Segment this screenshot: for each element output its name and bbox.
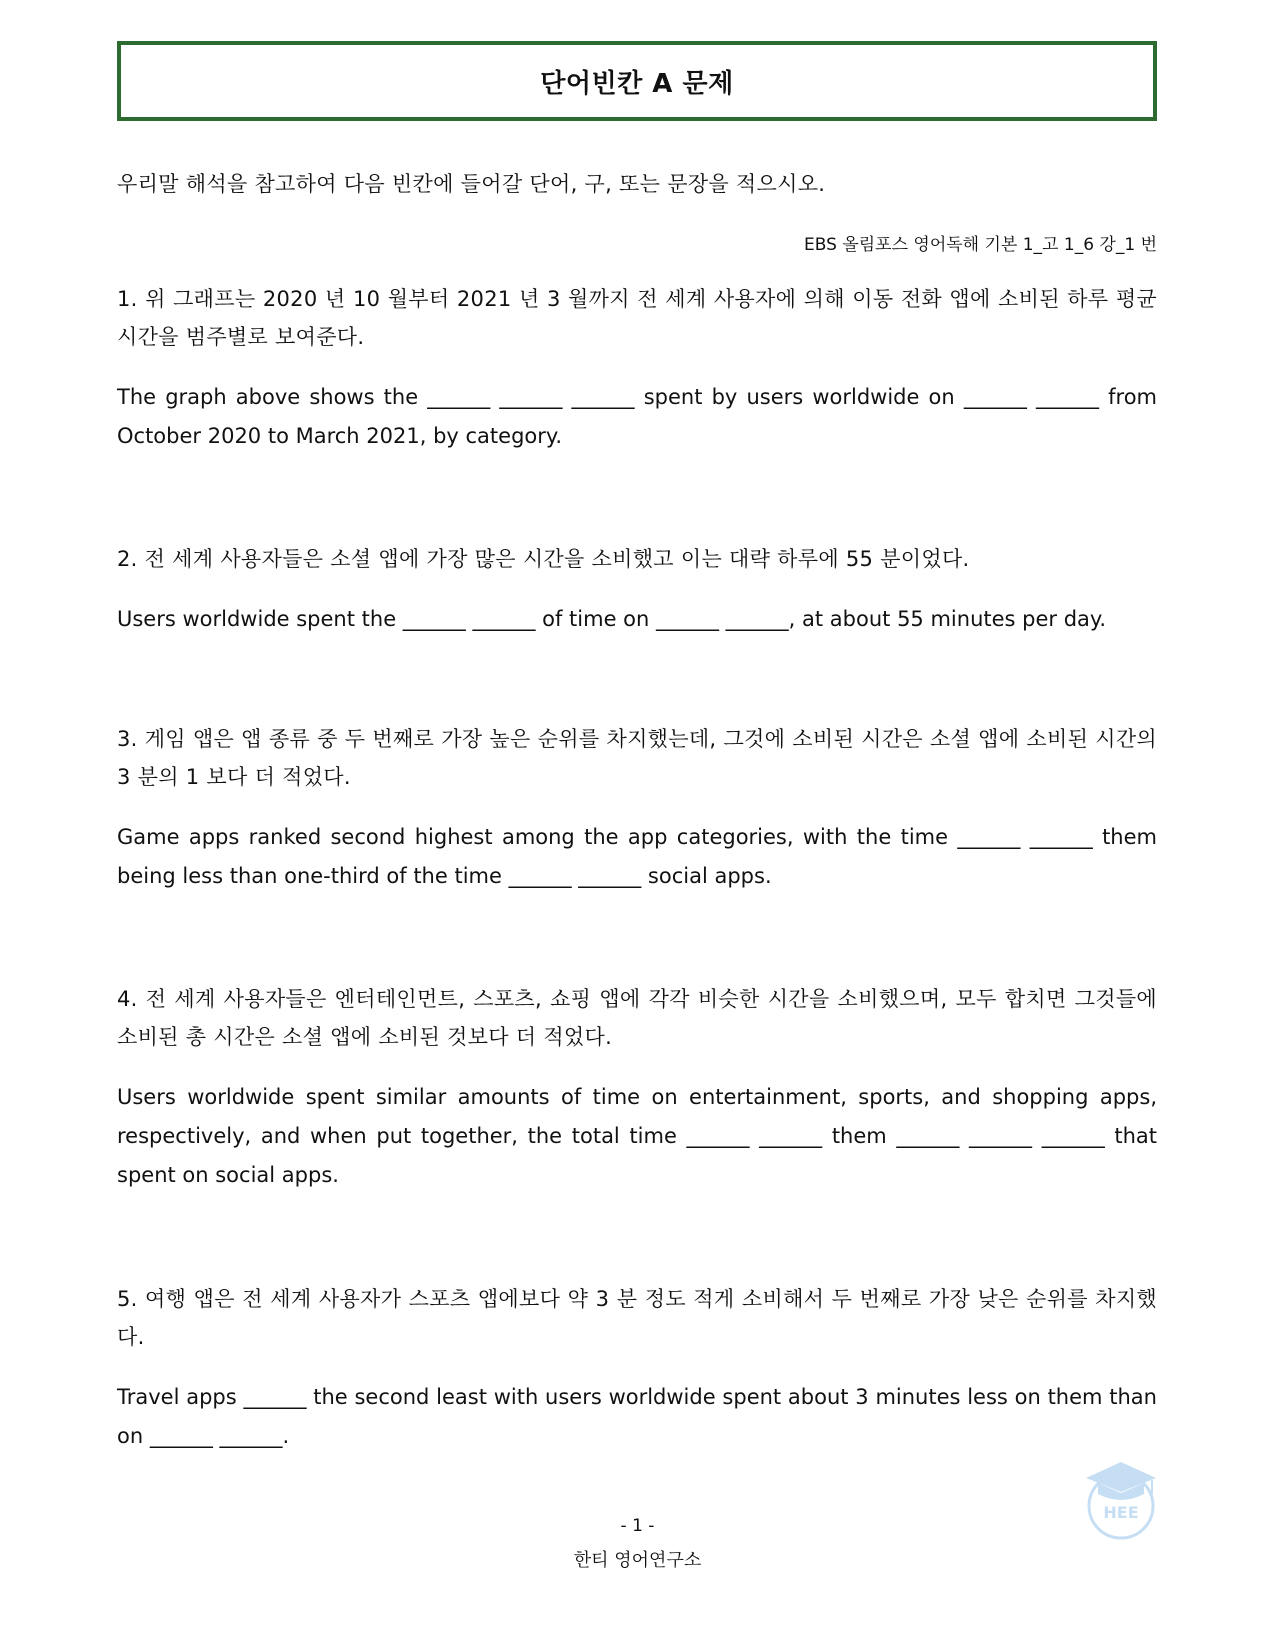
source-reference: EBS 올림포스 영어독해 기본 1_고 1_6 강_1 번 (804, 235, 1157, 255)
question-korean: 2. 전 세계 사용자들은 소셜 앱에 가장 많은 시간을 소비했고 이는 대략 하루에 55 분이었다. (117, 547, 970, 571)
question-korean: 1. 위 그래프는 2020 년 10 월부터 2021 년 3 월까지 전 세계 사용자에 의해 이동 전화 앱에 소비된 하루 평균 시간을 범주별로 보여준다. (117, 287, 1157, 349)
question-1 (117, 280, 1157, 456)
question-korean: 4. 전 세계 사용자들은 엔터테인먼트, 스포츠, 쇼핑 앱에 각각 비슷한 시간을 소비했으며, 모두 합치면 그것들에 소비된 총 시간은 소셜 앱에 소비된 것보다 더 적었다. (117, 987, 1157, 1049)
question-english: Users worldwide spent similar amounts of time on entertainment, sports, and shopping apps, respectively, and when put together, the total time ______ ______ them ______ ______ ______ that spent on social apps. (117, 1085, 1157, 1187)
question-english: Game apps ranked second highest among the app categories, with the time ______ ______ them being less than one-third of the time ______ ______ social apps. (117, 825, 1157, 888)
instruction-text: 우리말 해석을 참고하여 다음 빈칸에 들어갈 단어, 구, 또는 문장을 적으시오. (117, 172, 826, 196)
worksheet-title: 단어빈칸 A 문제 (540, 68, 734, 99)
footer-text: 한티 영어연구소 (573, 1550, 702, 1571)
title-box (117, 41, 1157, 121)
watermark-logo-text: HEE (1103, 1503, 1139, 1522)
question-4 (117, 980, 1157, 1195)
question-korean: 3. 게임 앱은 앱 종류 중 두 번째로 가장 높은 순위를 차지했는데, 그것에 소비된 시간은 소셜 앱에 소비된 시간의 3 분의 1 보다 더 적었다. (117, 727, 1157, 789)
question-5 (117, 1280, 1157, 1456)
question-2 (117, 540, 1157, 639)
question-english: The graph above shows the ______ ______ ______ spent by users worldwide on ______ ______ from October 2020 to March 2021, by category. (117, 385, 1157, 448)
question-korean: 5. 여행 앱은 전 세계 사용자가 스포츠 앱에보다 약 3 분 정도 적게 소비해서 두 번째로 가장 낮은 순위를 차지했다. (117, 1287, 1157, 1349)
question-english: Travel apps ______ the second least with users worldwide spent about 3 minutes less on them than on ______ ______. (117, 1385, 1157, 1448)
page-number: - 1 - (620, 1516, 655, 1536)
question-3 (117, 720, 1157, 896)
question-english: Users worldwide spent the ______ ______ of time on ______ ______, at about 55 minutes per day. (117, 607, 1107, 631)
graduation-cap-icon (1080, 1458, 1162, 1540)
